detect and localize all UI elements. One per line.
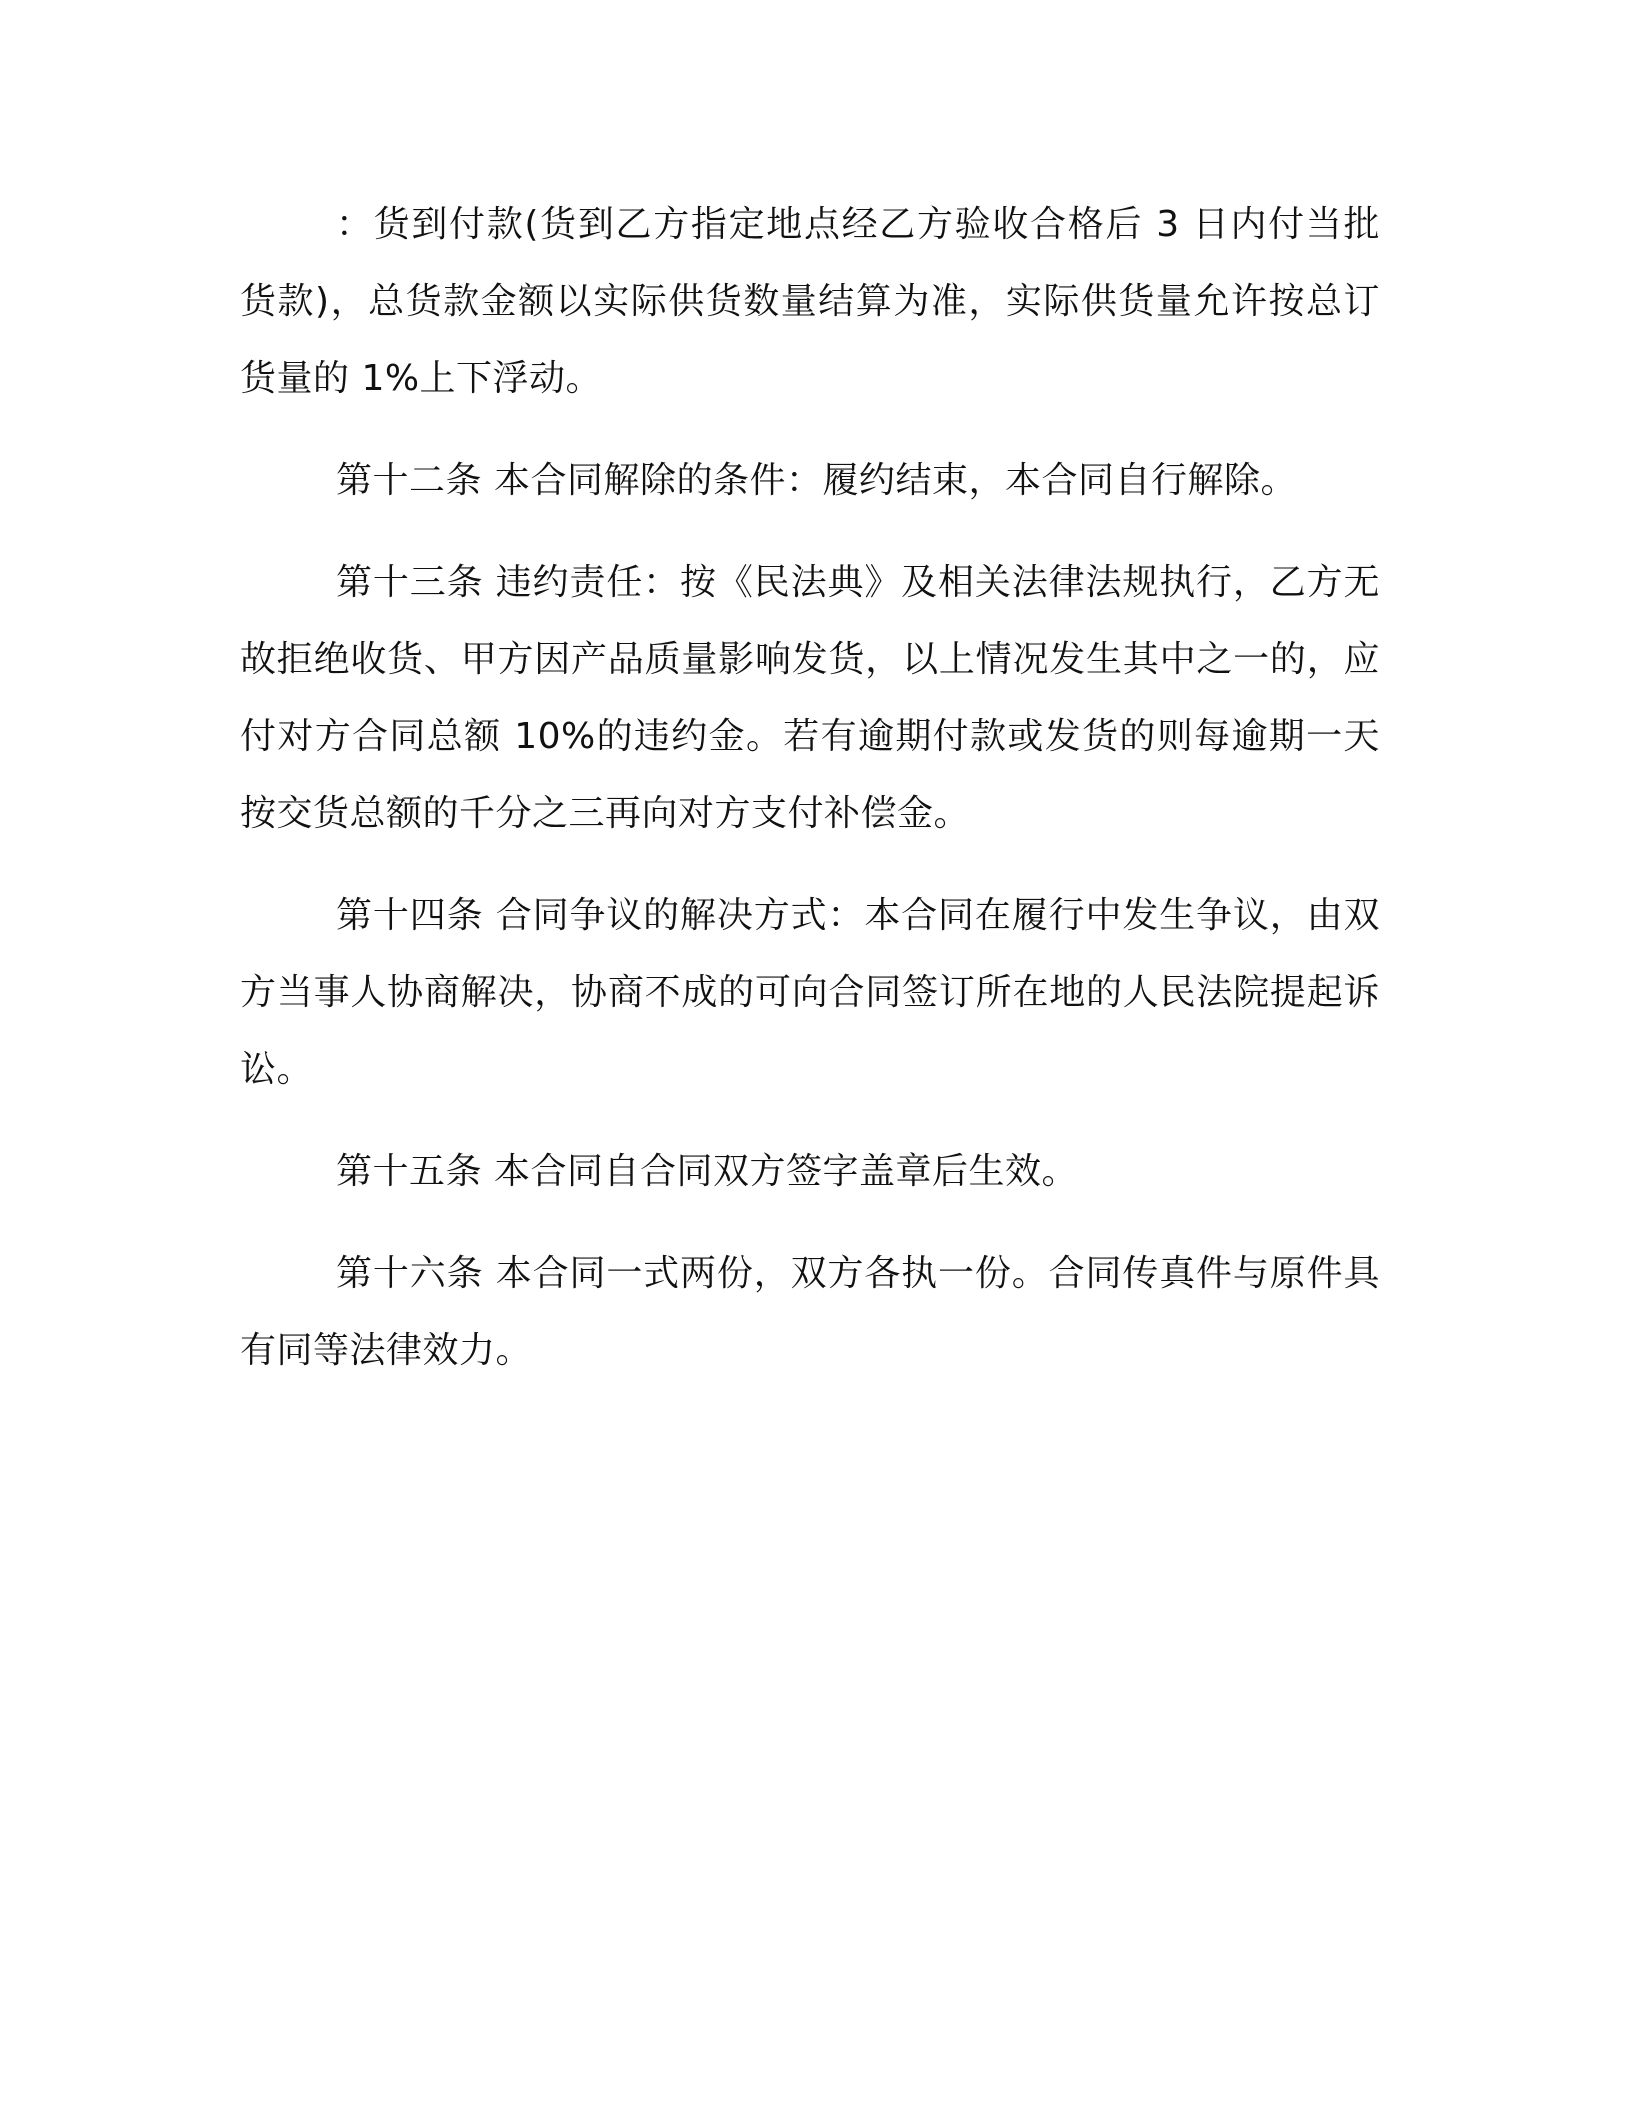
article-16-copies: 第十六条 本合同一式两份，双方各执一份。合同传真件与原件具有同等法律效力。	[240, 1253, 1380, 1371]
payment-terms-paragraph: ：货到付款(货到乙方指定地点经乙方验收合格后 3 日内付当批货款)，总货款金额以实际供货数量结算为准，实际供货量允许按总订货量的 1%上下浮动。	[240, 204, 1380, 399]
article-12-termination: 第十二条 本合同解除的条件：履约结束，本合同自行解除。	[336, 460, 1297, 501]
article-14-dispute-resolution: 第十四条 合同争议的解决方式：本合同在履行中发生争议，由双方当事人协商解决，协商不成的可向合同签订所在地的人民法院提起诉讼。	[240, 895, 1380, 1090]
article-13-liability: 第十三条 违约责任：按《民法典》及相关法律法规执行，乙方无故拒绝收货、甲方因产品质量影响发货，以上情况发生其中之一的，应付对方合同总额 10%的违约金。若有逾期付款或发货的则每逾期一天按交货总额的千分之三再向对方支付补偿金。	[240, 562, 1380, 834]
document-body	[240, 186, 1380, 1414]
article-15-effectiveness: 第十五条 本合同自合同双方签字盖章后生效。	[336, 1151, 1078, 1192]
